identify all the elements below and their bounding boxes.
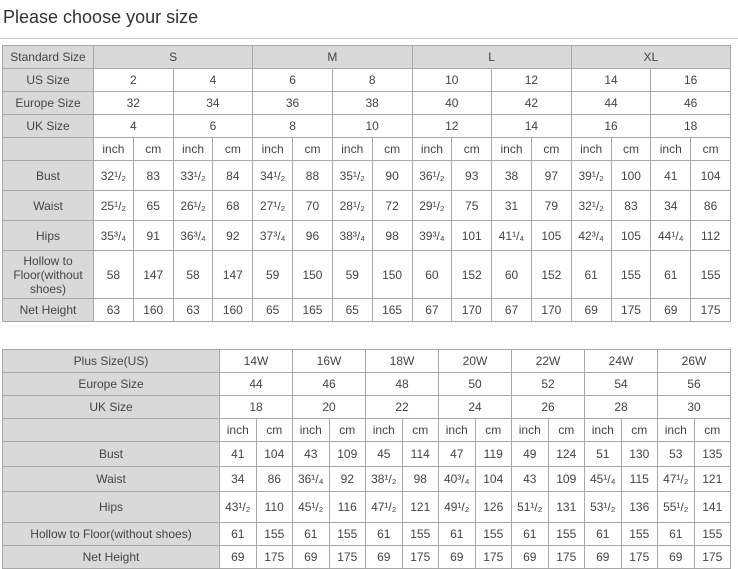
net-height-value-cell: 175 (256, 546, 293, 569)
waist-value-cell: 25¹/₂ (94, 191, 134, 221)
plus-size-cell: 26W (658, 350, 731, 373)
hips-value-cell: 39³/₄ (412, 221, 452, 251)
unit-header-cell: cm (372, 138, 412, 161)
uk-size-cell: 8 (253, 115, 333, 138)
europe-size-cell: 54 (585, 373, 658, 396)
hips-value-cell: 91 (133, 221, 173, 251)
net-height-value-cell: 175 (548, 546, 585, 569)
unit-header-cell: inch (332, 138, 372, 161)
hollow-to-floor-value-cell: 61 (658, 523, 695, 546)
hips-value-cell: 55¹/₂ (658, 492, 695, 523)
bust-value-cell: 83 (133, 161, 173, 191)
hips-value-cell: 51¹/₂ (512, 492, 549, 523)
standard-size-table (2, 45, 731, 322)
bust-value-cell: 90 (372, 161, 412, 191)
uk-size-cell: 22 (366, 396, 439, 419)
europe-size-cell: 56 (658, 373, 731, 396)
unit-header-cell: inch (585, 419, 622, 442)
plus-size-cell: 20W (439, 350, 512, 373)
bust-value-cell: 43 (293, 442, 330, 467)
hollow-to-floor-value-cell: 147 (213, 251, 253, 299)
row-label-hollow-to-floor: Hollow to Floor(without shoes) (3, 523, 220, 546)
hollow-to-floor-value-cell: 152 (531, 251, 571, 299)
plus-size-cell: 22W (512, 350, 585, 373)
row-label-uk-size: UK Size (3, 115, 94, 138)
uk-size-cell: 16 (571, 115, 651, 138)
bust-row (3, 442, 731, 467)
hips-value-cell: 37³/₄ (253, 221, 293, 251)
hollow-to-floor-value-cell: 150 (372, 251, 412, 299)
row-label-uk-size: UK Size (3, 396, 220, 419)
waist-value-cell: 40³/₄ (439, 467, 476, 492)
europe-size-cell: 48 (366, 373, 439, 396)
hips-value-cell: 47¹/₂ (366, 492, 403, 523)
title-divider (0, 38, 738, 39)
unit-header-cell: cm (452, 138, 492, 161)
net-height-value-cell: 67 (492, 299, 532, 322)
net-height-value-cell: 69 (512, 546, 549, 569)
hollow-to-floor-value-cell: 61 (293, 523, 330, 546)
waist-value-cell: 109 (548, 467, 585, 492)
net-height-value-cell: 160 (133, 299, 173, 322)
bust-value-cell: 88 (293, 161, 333, 191)
bust-value-cell: 53 (658, 442, 695, 467)
us-size-cell: 6 (253, 69, 333, 92)
net-height-value-cell: 63 (94, 299, 134, 322)
bust-value-cell: 47 (439, 442, 476, 467)
bust-value-cell: 39¹/₂ (571, 161, 611, 191)
plus-size-cell: 16W (293, 350, 366, 373)
hollow-to-floor-value-cell: 155 (329, 523, 366, 546)
waist-value-cell: 43 (512, 467, 549, 492)
net-height-value-cell: 175 (611, 299, 651, 322)
net-height-value-cell: 67 (412, 299, 452, 322)
waist-value-cell: 70 (293, 191, 333, 221)
size-group-header: M (253, 46, 412, 69)
waist-value-cell: 36¹/₄ (293, 467, 330, 492)
bust-value-cell: 97 (531, 161, 571, 191)
bust-value-cell: 100 (611, 161, 651, 191)
net-height-row (3, 299, 731, 322)
europe-size-cell: 46 (293, 373, 366, 396)
unit-header-cell: inch (658, 419, 695, 442)
waist-value-cell: 86 (256, 467, 293, 492)
hips-value-cell: 45¹/₂ (293, 492, 330, 523)
hips-value-cell: 110 (256, 492, 293, 523)
hollow-to-floor-row (3, 251, 731, 299)
europe-size-cell: 36 (253, 92, 333, 115)
europe-size-row (3, 92, 731, 115)
row-label-us-size: US Size (3, 69, 94, 92)
waist-value-cell: 92 (329, 467, 366, 492)
unit-header-cell: cm (621, 419, 658, 442)
hollow-to-floor-value-cell: 147 (133, 251, 173, 299)
net-height-value-cell: 175 (621, 546, 658, 569)
waist-row (3, 191, 731, 221)
net-height-value-cell: 175 (691, 299, 731, 322)
unit-header-cell: inch (512, 419, 549, 442)
europe-size-cell: 46 (651, 92, 731, 115)
net-height-value-cell: 63 (173, 299, 213, 322)
unit-header-cell: inch (94, 138, 134, 161)
waist-value-cell: 68 (213, 191, 253, 221)
bust-value-cell: 35¹/₂ (332, 161, 372, 191)
hollow-to-floor-value-cell: 61 (366, 523, 403, 546)
bust-value-cell: 51 (585, 442, 622, 467)
hollow-to-floor-value-cell: 155 (475, 523, 512, 546)
waist-value-cell: 86 (691, 191, 731, 221)
row-label-europe-size: Europe Size (3, 373, 220, 396)
hollow-to-floor-value-cell: 155 (621, 523, 658, 546)
bust-value-cell: 119 (475, 442, 512, 467)
hips-value-cell: 98 (372, 221, 412, 251)
europe-size-cell: 44 (220, 373, 293, 396)
hollow-to-floor-value-cell: 61 (220, 523, 257, 546)
hips-value-cell: 92 (213, 221, 253, 251)
net-height-value-cell: 65 (332, 299, 372, 322)
unit-header-cell: cm (293, 138, 333, 161)
hollow-to-floor-value-cell: 60 (412, 251, 452, 299)
europe-size-cell: 50 (439, 373, 512, 396)
hollow-to-floor-value-cell: 59 (332, 251, 372, 299)
waist-value-cell: 34 (651, 191, 691, 221)
waist-value-cell: 27¹/₂ (253, 191, 293, 221)
bust-value-cell: 45 (366, 442, 403, 467)
hips-value-cell: 126 (475, 492, 512, 523)
europe-size-cell: 52 (512, 373, 585, 396)
uk-size-cell: 24 (439, 396, 512, 419)
waist-value-cell: 29¹/₂ (412, 191, 452, 221)
bust-value-cell: 49 (512, 442, 549, 467)
unit-row (3, 419, 731, 442)
us-size-cell: 12 (492, 69, 572, 92)
bust-value-cell: 34¹/₂ (253, 161, 293, 191)
hips-value-cell: 112 (691, 221, 731, 251)
uk-size-cell: 12 (412, 115, 492, 138)
page-title: Please choose your size (3, 7, 199, 27)
waist-value-cell: 121 (694, 467, 731, 492)
row-label-hips: Hips (3, 492, 220, 523)
row-label-europe-size: Europe Size (3, 92, 94, 115)
unit-header-cell: cm (256, 419, 293, 442)
waist-value-cell: 31 (492, 191, 532, 221)
unit-header-cell: cm (402, 419, 439, 442)
net-height-value-cell: 69 (220, 546, 257, 569)
unit-header-cell: cm (133, 138, 173, 161)
uk-size-cell: 14 (492, 115, 572, 138)
bust-value-cell: 104 (256, 442, 293, 467)
unit-header-cell: inch (366, 419, 403, 442)
europe-size-cell: 42 (492, 92, 572, 115)
hips-row (3, 221, 731, 251)
uk-size-cell: 4 (94, 115, 174, 138)
row-label-net-height: Net Height (3, 546, 220, 569)
uk-size-cell: 28 (585, 396, 658, 419)
bust-value-cell: 32¹/₂ (94, 161, 134, 191)
size-group-header: L (412, 46, 571, 69)
hips-value-cell: 35³/₄ (94, 221, 134, 251)
uk-size-cell: 10 (332, 115, 412, 138)
net-height-value-cell: 69 (571, 299, 611, 322)
plus-size-table (2, 349, 731, 569)
net-height-value-cell: 165 (293, 299, 333, 322)
row-label-bust: Bust (3, 161, 94, 191)
bust-value-cell: 84 (213, 161, 253, 191)
uk-size-cell: 18 (220, 396, 293, 419)
hips-value-cell: 116 (329, 492, 366, 523)
net-height-value-cell: 175 (694, 546, 731, 569)
hollow-to-floor-row (3, 523, 731, 546)
europe-size-cell: 38 (332, 92, 412, 115)
unit-header-cell: cm (475, 419, 512, 442)
net-height-value-cell: 165 (372, 299, 412, 322)
plus-size-cell: 14W (220, 350, 293, 373)
row-label-net-height: Net Height (3, 299, 94, 322)
bust-value-cell: 135 (694, 442, 731, 467)
hollow-to-floor-value-cell: 58 (94, 251, 134, 299)
net-height-value-cell: 69 (293, 546, 330, 569)
hips-value-cell: 105 (611, 221, 651, 251)
uk-size-cell: 26 (512, 396, 585, 419)
net-height-value-cell: 170 (531, 299, 571, 322)
plus-size-row (3, 350, 731, 373)
bust-value-cell: 93 (452, 161, 492, 191)
hollow-to-floor-value-cell: 61 (585, 523, 622, 546)
hips-value-cell: 38³/₄ (332, 221, 372, 251)
unit-header-cell: cm (329, 419, 366, 442)
waist-row (3, 467, 731, 492)
waist-value-cell: 38¹/₂ (366, 467, 403, 492)
net-height-value-cell: 69 (658, 546, 695, 569)
waist-value-cell: 75 (452, 191, 492, 221)
hips-value-cell: 43¹/₂ (220, 492, 257, 523)
unit-header-cell: cm (531, 138, 571, 161)
europe-size-cell: 32 (94, 92, 174, 115)
waist-value-cell: 79 (531, 191, 571, 221)
bust-row (3, 161, 731, 191)
waist-value-cell: 32¹/₂ (571, 191, 611, 221)
hollow-to-floor-value-cell: 155 (694, 523, 731, 546)
plus-size-cell: 18W (366, 350, 439, 373)
row-label-hips: Hips (3, 221, 94, 251)
waist-value-cell: 34 (220, 467, 257, 492)
us-size-cell: 8 (332, 69, 412, 92)
net-height-value-cell: 65 (253, 299, 293, 322)
bust-value-cell: 33¹/₂ (173, 161, 213, 191)
net-height-value-cell: 69 (585, 546, 622, 569)
us-size-cell: 10 (412, 69, 492, 92)
us-size-cell: 2 (94, 69, 174, 92)
net-height-value-cell: 175 (402, 546, 439, 569)
hips-value-cell: 96 (293, 221, 333, 251)
hips-value-cell: 101 (452, 221, 492, 251)
unit-header-cell: cm (694, 419, 731, 442)
hollow-to-floor-value-cell: 155 (548, 523, 585, 546)
waist-value-cell: 72 (372, 191, 412, 221)
uk-size-row (3, 396, 731, 419)
hollow-to-floor-value-cell: 59 (253, 251, 293, 299)
uk-size-cell: 20 (293, 396, 366, 419)
hips-value-cell: 121 (402, 492, 439, 523)
hips-value-cell: 44¹/₄ (651, 221, 691, 251)
unit-header-cell: cm (691, 138, 731, 161)
hips-value-cell: 41¹/₄ (492, 221, 532, 251)
row-label-bust: Bust (3, 442, 220, 467)
bust-value-cell: 36¹/₂ (412, 161, 452, 191)
net-height-value-cell: 69 (651, 299, 691, 322)
hollow-to-floor-value-cell: 61 (571, 251, 611, 299)
unit-header-cell: inch (412, 138, 452, 161)
uk-size-cell: 18 (651, 115, 731, 138)
bust-value-cell: 41 (651, 161, 691, 191)
unit-header-cell: inch (293, 419, 330, 442)
unit-header-cell: inch (253, 138, 293, 161)
uk-size-cell: 30 (658, 396, 731, 419)
us-size-cell: 4 (173, 69, 253, 92)
hips-row (3, 492, 731, 523)
europe-size-cell: 44 (571, 92, 651, 115)
europe-size-cell: 40 (412, 92, 492, 115)
hollow-to-floor-value-cell: 155 (402, 523, 439, 546)
net-height-value-cell: 69 (439, 546, 476, 569)
bust-value-cell: 124 (548, 442, 585, 467)
size-group-header: XL (571, 46, 730, 69)
waist-value-cell: 26¹/₂ (173, 191, 213, 221)
hips-value-cell: 136 (621, 492, 658, 523)
hollow-to-floor-value-cell: 58 (173, 251, 213, 299)
bust-value-cell: 130 (621, 442, 658, 467)
hips-value-cell: 42³/₄ (571, 221, 611, 251)
bust-value-cell: 38 (492, 161, 532, 191)
unit-header-cell: inch (492, 138, 532, 161)
hollow-to-floor-value-cell: 152 (452, 251, 492, 299)
bust-value-cell: 104 (691, 161, 731, 191)
hips-value-cell: 105 (531, 221, 571, 251)
hollow-to-floor-value-cell: 60 (492, 251, 532, 299)
hollow-to-floor-value-cell: 61 (439, 523, 476, 546)
net-height-value-cell: 69 (366, 546, 403, 569)
bust-value-cell: 109 (329, 442, 366, 467)
unit-header-cell: inch (220, 419, 257, 442)
hips-value-cell: 53¹/₂ (585, 492, 622, 523)
hollow-to-floor-value-cell: 61 (512, 523, 549, 546)
row-label-plus-size: Plus Size(US) (3, 350, 220, 373)
waist-value-cell: 45¹/₄ (585, 467, 622, 492)
net-height-row (3, 546, 731, 569)
us-size-cell: 14 (571, 69, 651, 92)
hollow-to-floor-value-cell: 155 (611, 251, 651, 299)
row-label-standard-size: Standard Size (3, 46, 94, 69)
net-height-value-cell: 170 (452, 299, 492, 322)
net-height-value-cell: 175 (329, 546, 366, 569)
uk-size-cell: 6 (173, 115, 253, 138)
unit-header-cell: cm (548, 419, 585, 442)
waist-value-cell: 98 (402, 467, 439, 492)
net-height-value-cell: 175 (475, 546, 512, 569)
hips-value-cell: 131 (548, 492, 585, 523)
hollow-to-floor-value-cell: 61 (651, 251, 691, 299)
europe-size-row (3, 373, 731, 396)
hollow-to-floor-value-cell: 155 (256, 523, 293, 546)
waist-value-cell: 47¹/₂ (658, 467, 695, 492)
unit-row-corner (3, 419, 220, 442)
row-label-waist: Waist (3, 191, 94, 221)
hips-value-cell: 141 (694, 492, 731, 523)
us-size-cell: 16 (651, 69, 731, 92)
unit-header-cell: inch (651, 138, 691, 161)
unit-header-cell: cm (611, 138, 651, 161)
unit-header-cell: inch (173, 138, 213, 161)
hips-value-cell: 49¹/₂ (439, 492, 476, 523)
waist-value-cell: 28¹/₂ (332, 191, 372, 221)
waist-value-cell: 83 (611, 191, 651, 221)
uk-size-row (3, 115, 731, 138)
unit-header-cell: inch (571, 138, 611, 161)
size-group-header: S (94, 46, 253, 69)
europe-size-cell: 34 (173, 92, 253, 115)
unit-row (3, 138, 731, 161)
us-size-row (3, 69, 731, 92)
waist-value-cell: 104 (475, 467, 512, 492)
unit-row-corner (3, 138, 94, 161)
standard-size-group-row (3, 46, 731, 69)
hips-value-cell: 36³/₄ (173, 221, 213, 251)
hollow-to-floor-value-cell: 150 (293, 251, 333, 299)
row-label-hollow-to-floor: Hollow to Floor(without shoes) (3, 251, 94, 299)
waist-value-cell: 65 (133, 191, 173, 221)
row-label-waist: Waist (3, 467, 220, 492)
bust-value-cell: 41 (220, 442, 257, 467)
net-height-value-cell: 160 (213, 299, 253, 322)
plus-size-cell: 24W (585, 350, 658, 373)
unit-header-cell: cm (213, 138, 253, 161)
bust-value-cell: 114 (402, 442, 439, 467)
hollow-to-floor-value-cell: 155 (691, 251, 731, 299)
unit-header-cell: inch (439, 419, 476, 442)
waist-value-cell: 115 (621, 467, 658, 492)
